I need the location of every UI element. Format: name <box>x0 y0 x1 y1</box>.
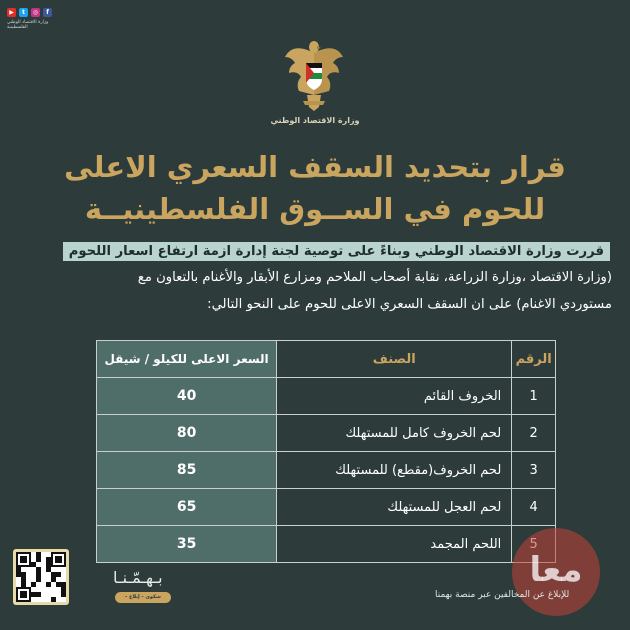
row-kind: الخروف القائم <box>277 378 512 415</box>
table-row <box>97 452 556 489</box>
qr-code[interactable] <box>13 549 69 605</box>
price-ceiling-table <box>96 340 556 563</box>
table-row <box>97 378 556 415</box>
page-title-line2: للحوم في الســوق الفلسطينيــة <box>84 192 546 226</box>
row-number: 3 <box>512 452 556 489</box>
qr-module <box>36 592 41 597</box>
header-kind: الصنف <box>277 341 512 378</box>
row-price: 85 <box>97 452 277 489</box>
table-row <box>97 489 556 526</box>
watermark-text: معا <box>529 550 583 590</box>
ministry-name: وزارة الاقتصاد الوطني <box>270 116 360 125</box>
body-line-3: مستوردي الاغنام) على ان السقف السعري الاعلى للحوم على النحو التالي: <box>207 297 612 312</box>
qr-module <box>36 557 41 562</box>
social-caption: وزارة الاقتصاد الوطني الفلسطينية <box>7 20 49 30</box>
row-kind: لحم الخروف(مقطع) للمستهلك <box>277 452 512 489</box>
qr-module <box>31 582 36 587</box>
social-icons <box>7 8 52 17</box>
header-price: السعر الاعلى للكيلو / شيقل <box>97 341 277 378</box>
row-kind: اللحم المجمد <box>277 526 512 563</box>
qr-module <box>21 582 26 587</box>
youtube-icon[interactable]: ▶ <box>7 8 16 17</box>
row-kind: لحم الخروف كامل للمستهلك <box>277 415 512 452</box>
qr-module <box>61 592 66 597</box>
behemmna-tagline: شكوى - إبلاغ - استفسار <box>115 592 171 603</box>
behemmna-logo: بـهـمّـنـا <box>113 568 163 587</box>
qr-module <box>46 582 51 587</box>
qr-module <box>20 556 27 563</box>
qr-module <box>51 597 56 602</box>
header-number: الرقم <box>512 341 556 378</box>
row-kind: لحم العجل للمستهلك <box>277 489 512 526</box>
body-line-2: (وزارة الاقتصاد ،وزارة الزراعة، نقابة أصحاب الملاحم ومزارع الأبقار والأغنام بالتعاون مع <box>137 270 612 285</box>
body-line-1: قررت وزارة الاقتصاد الوطني وبناءً على توصية لجنة إدارة ازمة ارتفاع اسعار اللحوم <box>63 242 610 261</box>
table-row <box>97 526 556 563</box>
qr-module <box>36 577 41 582</box>
twitter-icon[interactable]: t <box>19 8 28 17</box>
qr-module <box>56 572 61 577</box>
qr-module <box>20 591 27 598</box>
eagle-emblem-icon <box>283 35 345 115</box>
page-title-line1: قرار بتحديد السقف السعري الاعلى <box>64 150 566 184</box>
row-number: 1 <box>512 378 556 415</box>
instagram-icon[interactable]: ◎ <box>32 9 39 16</box>
row-price: 65 <box>97 489 277 526</box>
row-price: 40 <box>97 378 277 415</box>
table-header-row <box>97 341 556 378</box>
qr-code-icon <box>16 552 66 602</box>
facebook-icon[interactable]: f <box>43 8 52 17</box>
qr-module <box>55 556 62 563</box>
row-number: 4 <box>512 489 556 526</box>
report-text: للإبلاغ عن المخالفين عبر منصة بهمنا <box>435 590 570 600</box>
row-price: 35 <box>97 526 277 563</box>
row-number: 2 <box>512 415 556 452</box>
table-row <box>97 415 556 452</box>
maan-watermark-icon <box>512 528 600 616</box>
row-price: 80 <box>97 415 277 452</box>
